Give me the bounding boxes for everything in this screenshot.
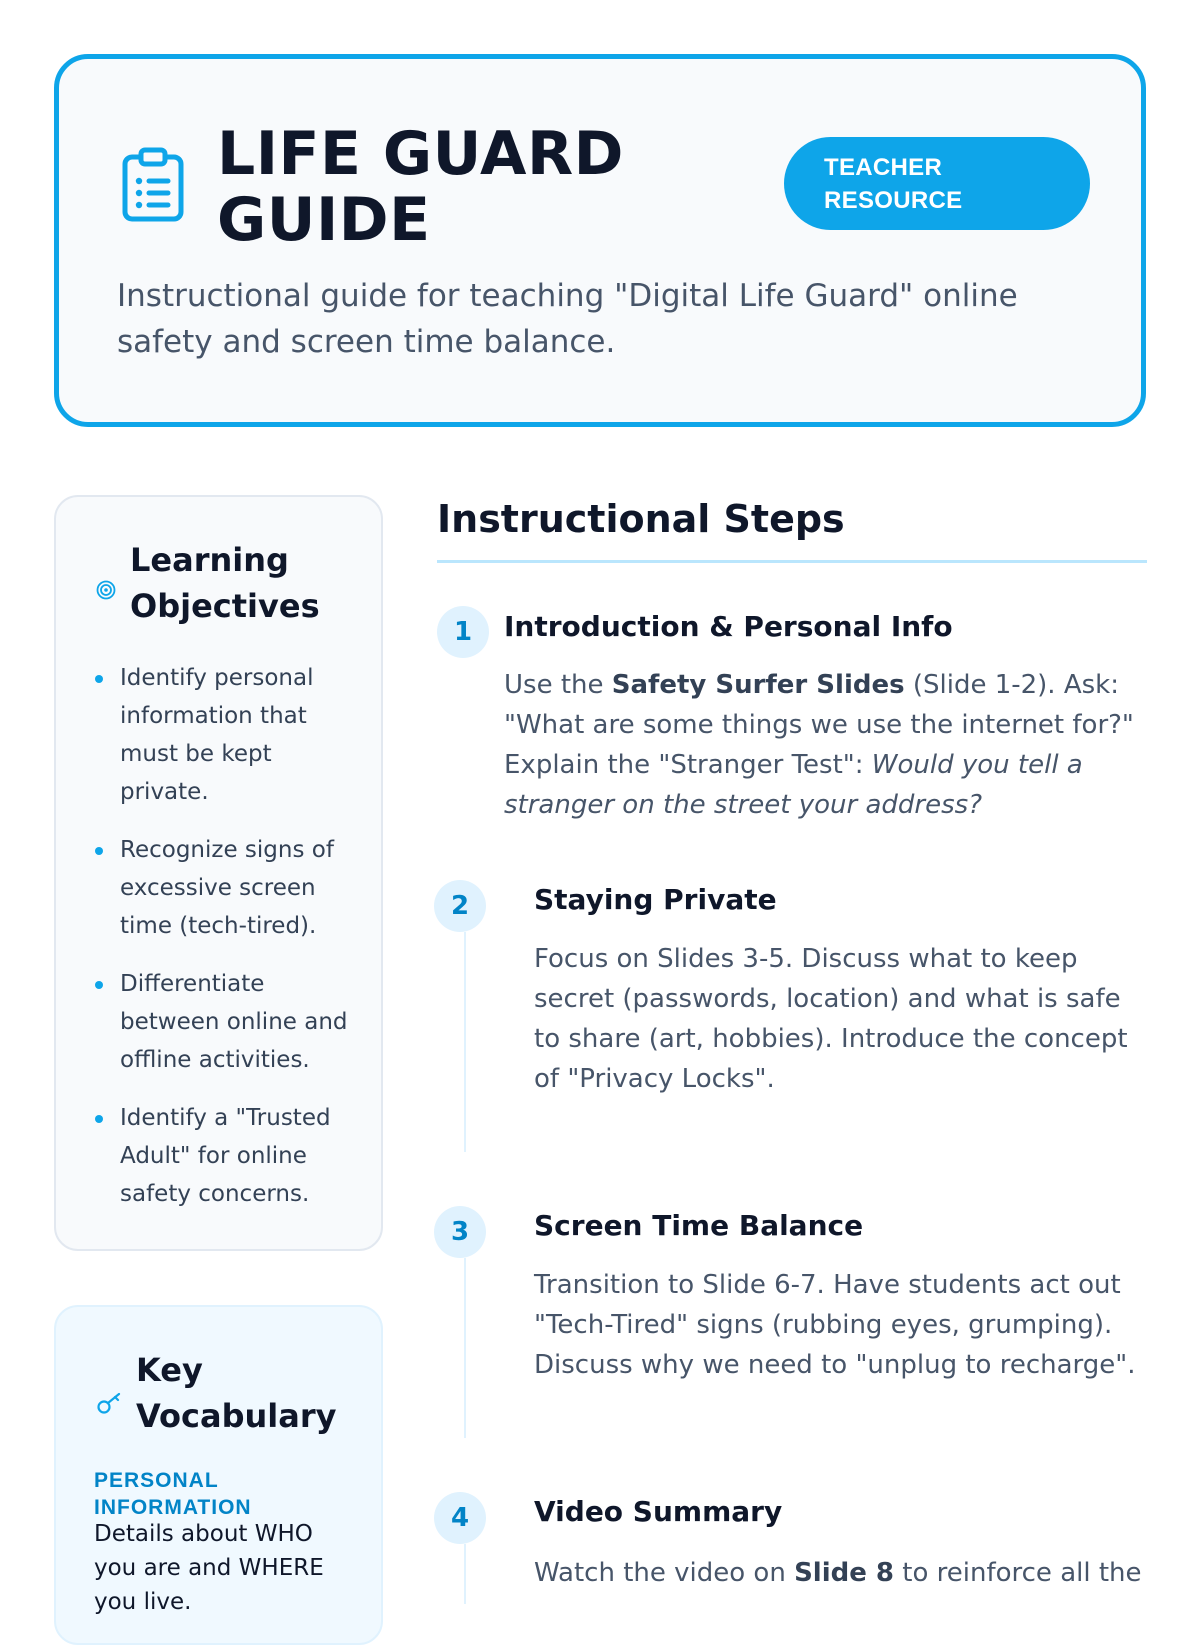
key-icon [96, 1390, 122, 1416]
step-body [534, 1553, 1144, 1593]
badge-line-2: RESOURCE [824, 187, 963, 214]
step-number: 3 [434, 1206, 486, 1258]
steps-title: Instructional Steps [437, 497, 845, 541]
page-description: Instructional guide for teaching "Digital Life Guard" online safety and screen time balance. [117, 278, 1018, 360]
list-item: Differentiate between online and offline activities. [90, 965, 350, 1079]
teacher-resource-badge [784, 137, 1090, 230]
step-title: Staying Private [534, 883, 777, 916]
step-body [504, 665, 1144, 825]
step-number: 4 [434, 1492, 486, 1544]
objectives-title: Learning Objectives [130, 541, 320, 625]
learning-objectives-card [54, 495, 383, 1251]
step-body-italic: Would you tell a stranger on the street your address? [504, 750, 1083, 820]
steps-divider [437, 560, 1147, 563]
step-title: Introduction & Personal Info [504, 610, 953, 643]
list-item: Identify personal information that must be kept private. [90, 659, 350, 811]
step-title: Screen Time Balance [534, 1209, 864, 1242]
vocabulary-term: PERSONAL INFORMATION [94, 1469, 252, 1519]
step-body-text: (Slide 1-2). Ask: "What are some things we use the internet for?" Explain the "Stranger Test": [504, 670, 1134, 780]
step-body: Transition to Slide 6-7. Have students act out "Tech-Tired" signs (rubbing eyes, grumping). Discuss why we need to "unplug to recharge". [534, 1270, 1136, 1380]
badge-line-1: TEACHER [824, 154, 943, 181]
step-body-text: to reinforce all the [894, 1558, 1142, 1588]
page-title-line-1: LIFE GUARD [217, 119, 624, 189]
header-card [54, 54, 1146, 427]
page-title [217, 121, 737, 253]
step-body-text: Use the [504, 670, 612, 700]
step-title: Video Summary [534, 1495, 783, 1528]
step-connector [464, 1544, 466, 1604]
step-number: 2 [434, 880, 486, 932]
step-body: Focus on Slides 3-5. Discuss what to keep secret (passwords, location) and what is safe to share (art, hobbies). Introduce the concept of "Privacy Locks". [534, 944, 1128, 1094]
clipboard-icon [121, 147, 185, 225]
step-body-text: Watch the video on [534, 1558, 795, 1588]
step-number: 1 [437, 606, 489, 658]
step-connector [464, 932, 466, 1152]
key-vocabulary-card [54, 1305, 383, 1645]
target-icon [96, 580, 116, 600]
list-item: Recognize signs of excessive screen time (tech-tired). [90, 831, 350, 945]
list-item: Identify a "Trusted Adult" for online safety concerns. [90, 1099, 350, 1213]
vocabulary-title: Key Vocabulary [136, 1351, 337, 1435]
step-connector [464, 1258, 466, 1438]
vocabulary-definition: Details about WHO you are and WHERE you live. [94, 1521, 324, 1615]
step-body-emphasis: Safety Surfer Slides [611, 670, 905, 700]
page-title-line-2: GUIDE [217, 185, 431, 255]
objectives-list [90, 659, 350, 1233]
step-body-emphasis: Slide 8 [794, 1558, 895, 1588]
